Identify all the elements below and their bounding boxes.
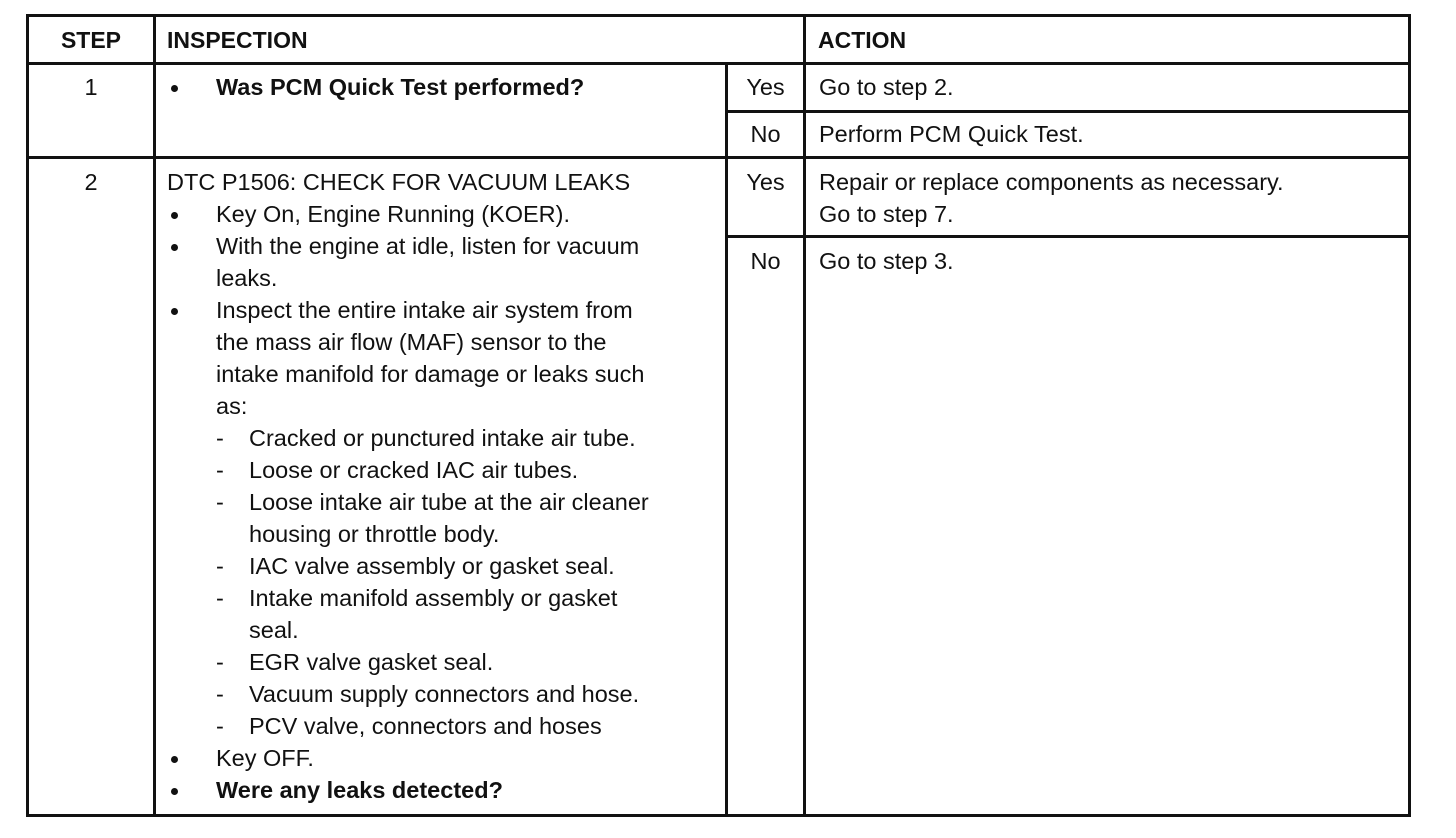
dash-icon: - — [216, 425, 224, 451]
step-1-answer-yes: Yes — [746, 74, 785, 100]
step-2-number: 2 — [84, 169, 98, 195]
sub-item-continuation: housing or throttle body. — [249, 521, 500, 547]
step-2-answer-no: No — [750, 248, 781, 274]
step-1-number: 1 — [84, 74, 98, 100]
dash-icon: - — [216, 489, 224, 515]
step-2-bullet-4: Key OFF. — [216, 745, 314, 771]
dash-icon: - — [216, 681, 224, 707]
header-step: STEP — [60, 27, 122, 53]
step-2-bullet-2-line-2: leaks. — [216, 265, 278, 291]
step-1-action-yes: Go to step 2. — [819, 74, 954, 100]
step-2-action-no: Go to step 3. — [819, 248, 954, 274]
bullet-icon — [171, 85, 178, 92]
step-2-action-yes-line-1: Repair or replace components as necessary. — [819, 169, 1284, 195]
header-inspection: INSPECTION — [167, 27, 308, 53]
step-2-action-yes-line-2: Go to step 7. — [819, 201, 954, 227]
bullet-icon — [171, 244, 178, 251]
divider-step-col — [153, 14, 156, 817]
step-2-question: Were any leaks detected? — [216, 777, 503, 803]
step-2-bullet-3-line-2: the mass air flow (MAF) sensor to the — [216, 329, 607, 355]
step-2-answer-yes: Yes — [746, 169, 785, 195]
step-2-bullet-3-line-1: Inspect the entire intake air system from — [216, 297, 633, 323]
sub-item: PCV valve, connectors and hoses — [249, 713, 602, 739]
header-divider — [26, 62, 1411, 65]
bullet-icon — [171, 756, 178, 763]
step-2-bullet-3-line-3: intake manifold for damage or leaks such — [216, 361, 645, 387]
step-2-bullet-2-line-1: With the engine at idle, listen for vacuum — [216, 233, 640, 259]
bullet-icon — [171, 308, 178, 315]
dash-icon: - — [216, 457, 224, 483]
dash-icon: - — [216, 553, 224, 579]
step-2-title: DTC P1506: CHECK FOR VACUUM LEAKS — [167, 169, 631, 195]
row-divider — [26, 156, 1411, 159]
divider-action-col — [803, 14, 806, 817]
dash-icon: - — [216, 649, 224, 675]
sub-item: Vacuum supply connectors and hose. — [249, 681, 640, 707]
sub-item: Loose intake air tube at the air cleaner — [249, 489, 649, 515]
step-1-answer-no: No — [750, 121, 781, 147]
row1-answer-divider — [725, 110, 1411, 113]
bullet-icon — [171, 212, 178, 219]
sub-item: Intake manifold assembly or gasket — [249, 585, 618, 611]
step-1-action-no: Perform PCM Quick Test. — [819, 121, 1084, 147]
sub-item: IAC valve assembly or gasket seal. — [249, 553, 615, 579]
sub-item-continuation: seal. — [249, 617, 299, 643]
sub-item: EGR valve gasket seal. — [249, 649, 494, 675]
header-action: ACTION — [818, 27, 907, 53]
sub-item: Cracked or punctured intake air tube. — [249, 425, 636, 451]
dash-icon: - — [216, 713, 224, 739]
step-1-question: Was PCM Quick Test performed? — [216, 74, 585, 100]
step-2-bullet-1: Key On, Engine Running (KOER). — [216, 201, 570, 227]
step-2-bullet-3-line-4: as: — [216, 393, 248, 419]
bullet-icon — [171, 788, 178, 795]
row2-answer-divider — [725, 235, 1411, 238]
sub-item: Loose or cracked IAC air tubes. — [249, 457, 579, 483]
dash-icon: - — [216, 585, 224, 611]
